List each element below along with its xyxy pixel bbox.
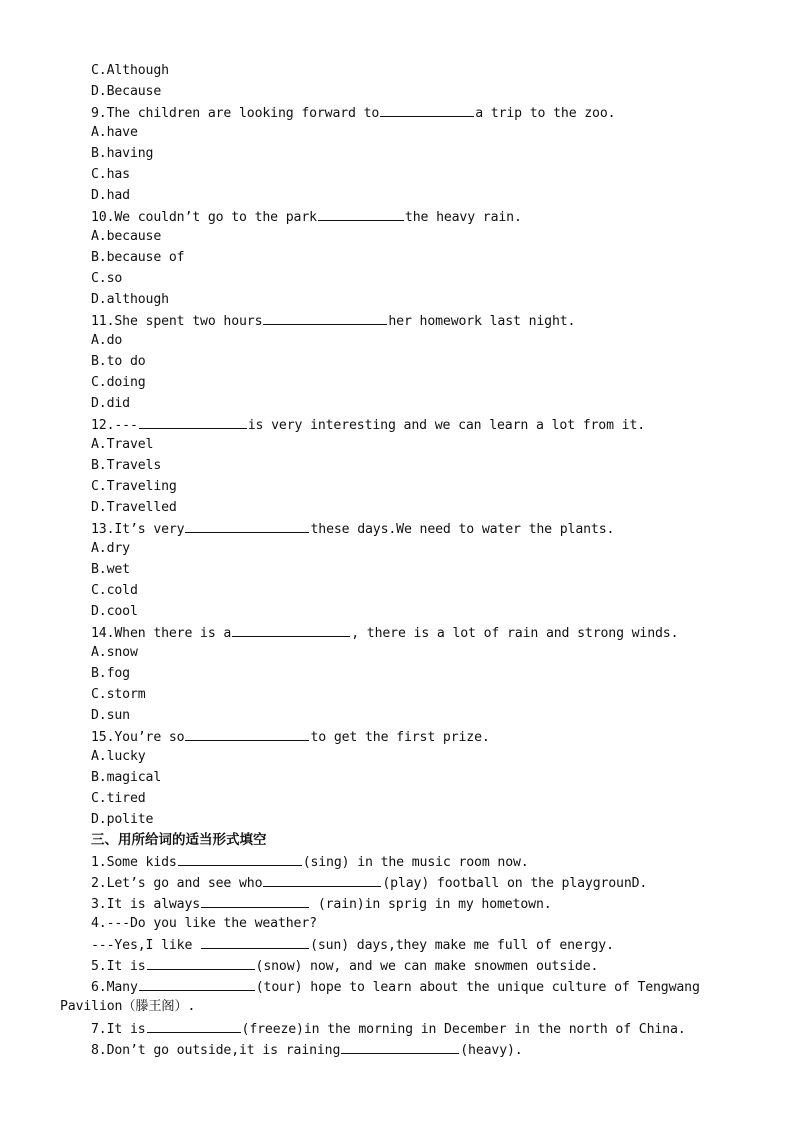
q9-option-a: A.have (91, 125, 138, 140)
q14-option-b: B.fog (91, 666, 130, 681)
q15-option-c: C.tired (91, 791, 146, 806)
fill-item-1: 1.Some kids (sing) in the music room now. (91, 851, 529, 872)
fill-item-3: 3.It is always (rain)in sprig in my hometown. (91, 893, 552, 914)
question-13: 13.It’s very these days.We need to water the plants. (91, 518, 614, 539)
q13-option-c: C.cold (91, 583, 138, 598)
answer-blank[interactable] (139, 414, 247, 429)
q13-option-b: B.wet (91, 562, 130, 577)
q15-option-a: A.lucky (91, 749, 146, 764)
answer-blank[interactable] (185, 726, 309, 741)
answer-blank[interactable] (185, 518, 309, 533)
q12-option-d: D.Travelled (91, 500, 177, 515)
q11-option-c: C.doing (91, 375, 146, 390)
answer-blank[interactable] (263, 872, 381, 887)
question-15: 15.You’re so to get the first prize. (91, 726, 490, 747)
fill-item-6-continued: Pavilion（滕王阁）. (60, 999, 196, 1014)
fill-item-4-question: 4.---Do you like the weather? (91, 916, 317, 931)
q11-option-b: B.to do (91, 354, 146, 369)
question-10: 10.We couldn’t go to the park the heavy rain. (91, 206, 522, 227)
answer-blank[interactable] (147, 1018, 241, 1033)
answer-blank[interactable] (201, 893, 309, 908)
fill-item-8: 8.Don’t go outside,it is raining (heavy). (91, 1039, 523, 1060)
q10-option-c: C.so (91, 271, 123, 286)
question-14: 14.When there is a , there is a lot of rain and strong winds. (91, 622, 678, 643)
q8-option-c: C.Although (91, 63, 169, 78)
q9-option-d: D.had (91, 188, 130, 203)
question-9: 9.The children are looking forward to a trip to the zoo. (91, 102, 615, 123)
q8-option-d: D.Because (91, 84, 162, 99)
answer-blank[interactable] (147, 955, 255, 970)
question-11: 11.She spent two hours her homework last night. (91, 310, 575, 331)
q14-option-c: C.storm (91, 687, 146, 702)
q12-option-c: C.Traveling (91, 479, 177, 494)
q13-option-a: A.dry (91, 541, 130, 556)
q10-option-b: B.because of (91, 250, 185, 265)
answer-blank[interactable] (341, 1039, 459, 1054)
section-3-heading: 三、用所给词的适当形式填空 (91, 832, 267, 848)
answer-blank[interactable] (232, 622, 350, 637)
answer-blank[interactable] (263, 310, 387, 325)
q15-option-d: D.polite (91, 812, 154, 827)
answer-blank[interactable] (201, 934, 309, 949)
q9-option-b: B.having (91, 146, 154, 161)
question-12: 12.--- is very interesting and we can learn a lot from it. (91, 414, 645, 435)
fill-item-5: 5.It is (snow) now, and we can make snowmen outside. (91, 955, 598, 976)
q12-option-b: B.Travels (91, 458, 162, 473)
answer-blank[interactable] (139, 976, 255, 991)
fill-item-4: ---Yes,I like (sun) days,they make me full of energy. (91, 934, 614, 955)
q10-option-d: D.although (91, 292, 169, 307)
q14-option-a: A.snow (91, 645, 138, 660)
fill-item-6: 6.Many (tour) hope to learn about the unique culture of Tengwang (91, 976, 700, 997)
q14-option-d: D.sun (91, 708, 130, 723)
answer-blank[interactable] (380, 102, 474, 117)
answer-blank[interactable] (318, 206, 404, 221)
q11-option-d: D.did (91, 396, 130, 411)
q9-option-c: C.has (91, 167, 130, 182)
q12-option-a: A.Travel (91, 437, 154, 452)
q15-option-b: B.magical (91, 770, 162, 785)
q10-option-a: A.because (91, 229, 162, 244)
q11-option-a: A.do (91, 333, 123, 348)
fill-item-2: 2.Let’s go and see who (play) football on the playgrounD. (91, 872, 647, 893)
q13-option-d: D.cool (91, 604, 138, 619)
answer-blank[interactable] (178, 851, 302, 866)
fill-item-7: 7.It is (freeze)in the morning in December in the north of China. (91, 1018, 686, 1039)
